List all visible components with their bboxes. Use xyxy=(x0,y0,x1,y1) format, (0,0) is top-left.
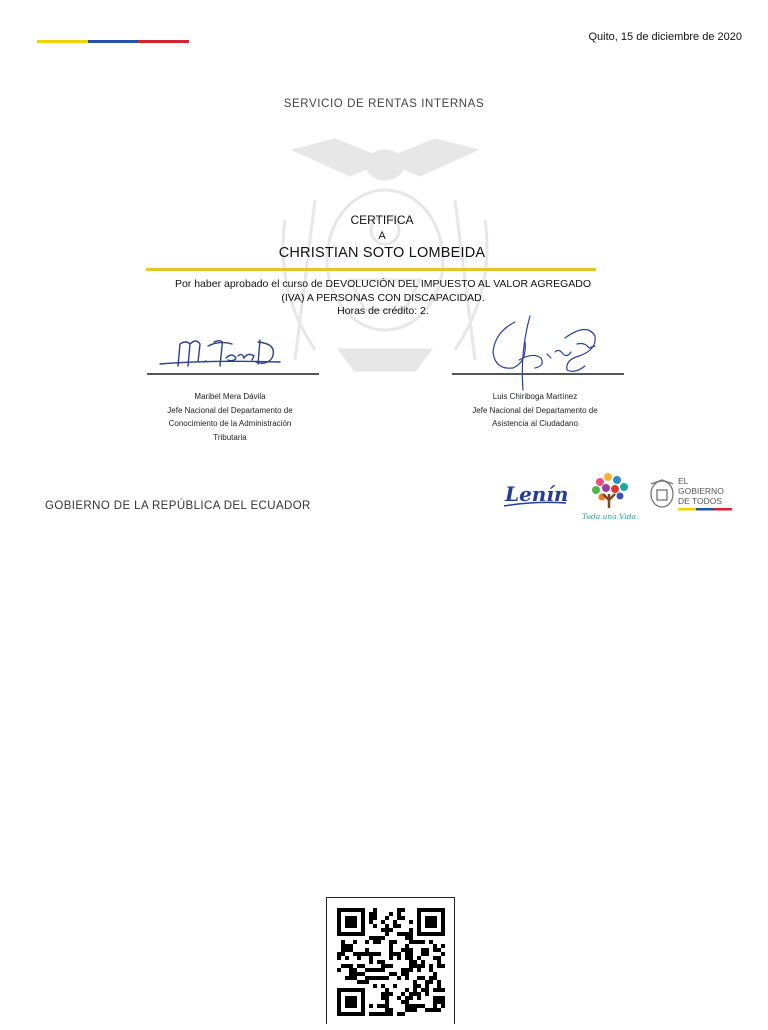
signer-1-name: Maribel Mera Dávila xyxy=(194,392,266,401)
lenin-logo-text: Lenín xyxy=(505,482,569,506)
a-label: A xyxy=(378,230,386,242)
toda-una-vida-tree-logo xyxy=(582,468,640,526)
flag-red xyxy=(138,40,189,43)
certifica-heading: CERTIFICA xyxy=(350,213,414,227)
recipient-name: CHRISTIAN SOTO LOMBEIDA xyxy=(278,245,486,261)
verification-qr-code[interactable] xyxy=(326,897,455,1024)
signature-luis-chiriboga-image xyxy=(485,312,610,392)
footer-logos xyxy=(500,468,740,526)
signer-2-role-line: Asistencia al Ciudadano xyxy=(492,419,578,428)
institution-name: SERVICIO DE RENTAS INTERNAS xyxy=(283,98,485,110)
course-line-1: Por haber aprobado el curso de DEVOLUCIÓN DEL IMPUESTO AL VALOR AGREGADO xyxy=(174,278,592,290)
qr-code-icon xyxy=(327,898,454,1025)
lenin-logo xyxy=(500,473,570,523)
signature-line-2 xyxy=(452,373,624,375)
signer-1-role-line: Tributaria xyxy=(213,432,247,442)
gobierno-de-todos-line: EL xyxy=(678,476,689,486)
signer-1-block xyxy=(140,390,320,444)
signer-1-role-line: Jefe Nacional del Departamento de xyxy=(167,405,293,415)
flag-color-bar xyxy=(37,40,189,43)
course-line-2: (IVA) A PERSONAS CON DISCAPACIDAD. xyxy=(281,291,485,304)
signature-maribel-mera-image xyxy=(150,330,285,372)
gobierno-de-todos-line: DE TODOS xyxy=(678,496,723,506)
toda-una-vida-text: Toda una Vida xyxy=(582,512,637,521)
signer-2-block xyxy=(445,390,625,431)
credit-hours: Horas de crédito: 2. xyxy=(337,305,429,317)
flag-yellow xyxy=(37,40,88,43)
flag-blue xyxy=(88,40,139,43)
gobierno-de-todos-logo xyxy=(648,474,740,524)
signature-line-1 xyxy=(147,373,319,375)
signer-1-role-line: Conocimiento de la Administración xyxy=(168,419,292,428)
place-date: Quito, 15 de diciembre de 2020 xyxy=(588,31,742,43)
signer-2-role-line: Jefe Nacional del Departamento de xyxy=(472,405,598,415)
gobierno-de-todos-line: GOBIERNO xyxy=(678,486,724,496)
government-name: GOBIERNO DE LA REPÚBLICA DEL ECUADOR xyxy=(45,500,311,512)
signer-2-name: Luis Chiriboga Martínez xyxy=(492,392,578,401)
gold-divider xyxy=(146,268,596,271)
